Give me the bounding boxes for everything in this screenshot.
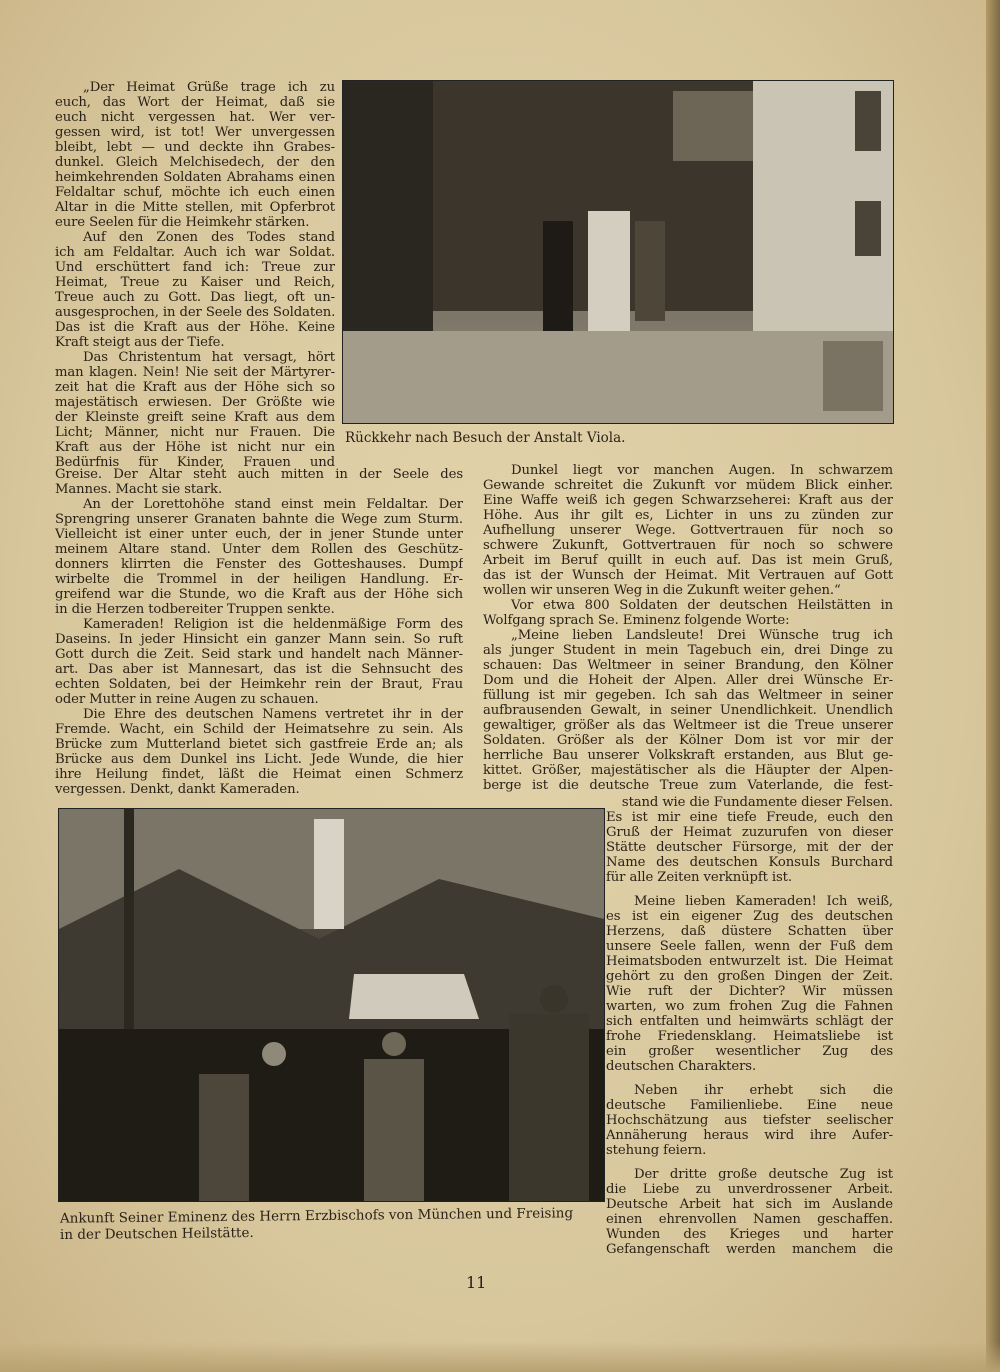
text-column-right-wide — [483, 463, 893, 793]
text-line: zeit hat die Kraft aus der Höhe sich so — [55, 380, 335, 395]
text-line: ich am Feldaltar. Auch ich war Soldat. — [55, 245, 335, 260]
text-line: Mannes. Macht sie stark. — [55, 482, 223, 497]
text-line: das ist der Wunsch der Heimat. Mit Vertrauen auf Gott — [483, 568, 893, 583]
paragraph — [606, 894, 893, 1074]
text-line: majestätisch erwiesen. Der Größte wie — [55, 395, 335, 410]
text-line: Soldaten. Größer als der Kölner Dom ist vor mir der — [483, 733, 893, 748]
text-line: Gewande schreitet die Zukunft vor müdem Blick einher. — [483, 478, 893, 493]
text-line: Vor etwa 800 Soldaten der deutschen Heilstätten in — [511, 598, 893, 613]
text-line: schwere Zukunft, Gottvertrauen für noch so schwere — [483, 538, 893, 553]
text-line: bleibt, lebt — und deckte ihn Grabes- — [55, 140, 335, 155]
text-column-left-wide — [55, 467, 463, 797]
text-line: oder Mutter in reine Augen zu schauen. — [55, 692, 319, 707]
text-line: euch nicht vergessen hat. Wer ver- — [55, 110, 335, 125]
text-line: gewaltiger, größer als das Weltmeer ist die Treue unserer — [483, 718, 893, 733]
bottom-photo-caption-line2: in der Deutschen Heilstätte. — [59, 1224, 254, 1244]
text-line: Bedürfnis für Kinder, Frauen und — [55, 455, 335, 470]
text-line: vergessen. Denkt, dankt Kameraden. — [55, 782, 300, 797]
text-line: dunkel. Gleich Melchisedech, der den — [55, 155, 335, 170]
paragraph — [55, 707, 463, 797]
text-line: sich entfalten und heimwärts schlägt der — [606, 1014, 893, 1029]
text-line: stehung feiern. — [606, 1143, 707, 1158]
text-line: gessen wird, ist tot! Wer unvergessen — [55, 125, 335, 140]
text-line: für alle Zeiten verknüpft ist. — [606, 870, 792, 885]
text-line: Name des deutschen Konsuls Burchard — [606, 855, 893, 870]
photo-arrival-archbishop — [58, 808, 605, 1202]
text-line: frohe Friedensklang. Heimatsliebe ist — [606, 1029, 893, 1044]
text-line: ihre Heilung findet, läßt die Heimat einen Schmerz — [55, 767, 463, 782]
text-line: Altar in die Mitte stellen, mit Opferbrot — [55, 200, 335, 215]
paragraph — [606, 795, 893, 885]
paragraph — [55, 497, 463, 617]
text-column-right-narrow — [606, 795, 893, 1257]
paragraph — [606, 1167, 893, 1257]
text-line: Greise. Der Altar steht auch mitten in der Seele des — [55, 467, 463, 482]
top-photo-caption: Rückkehr nach Besuch der Anstalt Viola. — [345, 430, 626, 446]
text-line: „Meine lieben Landsleute! Drei Wünsche trug ich — [511, 628, 893, 643]
text-line: Herzens, daß düstere Schatten über — [606, 924, 893, 939]
text-line: schauen: Das Weltmeer in seiner Brandung, den Kölner — [483, 658, 893, 673]
text-line: wollen wir unseren Weg in die Zukunft weiter gehen.“ — [483, 583, 841, 598]
text-line: Eine Waffe weiß ich gegen Schwarzseherei: Kraft aus der — [483, 493, 893, 508]
text-line: ein großer wesentlicher Zug des — [606, 1044, 893, 1059]
text-line: donners klirrten die Fenster des Gotteshauses. Dumpf — [55, 557, 463, 572]
text-line: Dom und die Hoheit der Alpen. Aller drei Wünsche Er- — [483, 673, 893, 688]
text-line: man klagen. Nein! Nie seit der Märtyrer- — [55, 365, 335, 380]
text-line: Das ist die Kraft aus der Höhe. Keine — [55, 320, 335, 335]
text-line: gehört zu den großen Dingen der Zeit. — [606, 969, 893, 984]
text-line: unsere Seele fallen, wenn der Fuß dem — [606, 939, 893, 954]
page-number: 11 — [466, 1273, 487, 1292]
text-line: Gefangenschaft werden manchem die — [606, 1242, 893, 1257]
paragraph — [55, 80, 335, 230]
text-line: warten, wo zum frohen Zug die Fahnen — [606, 999, 893, 1014]
text-line: Und erschüttert fand ich: Treue zur — [55, 260, 335, 275]
paragraph — [483, 598, 893, 628]
text-line: „Der Heimat Grüße trage ich zu — [83, 80, 335, 95]
text-line: Meine lieben Kameraden! Ich weiß, — [634, 894, 893, 909]
text-line: meinem Altare stand. Unter dem Rollen des Geschütz- — [55, 542, 463, 557]
bottom-photo-caption-line1: Ankunft Seiner Eminenz des Herrn Erzbischofs von München und Freising — [59, 1205, 574, 1227]
text-line: aufbrausenden Gewalt, in seiner Unendlichkeit. Unendlich — [483, 703, 893, 718]
text-line: deutsche Familienliebe. Eine neue — [606, 1098, 893, 1113]
text-line: es ist ein eigener Zug des deutschen — [606, 909, 893, 924]
text-line: Feldaltar schuf, möchte ich euch einen — [55, 185, 335, 200]
text-line: Wolfgang sprach Se. Eminenz folgende Worte: — [483, 613, 790, 628]
text-line: Heimat, Treue zu Kaiser und Reich, — [55, 275, 335, 290]
text-line: füllung ist mir gegeben. Ich sah das Weltmeer in seiner — [483, 688, 893, 703]
text-line: Kameraden! Religion ist die heldenmäßige Form des — [83, 617, 463, 632]
text-line: euch, das Wort der Heimat, daß sie — [55, 95, 335, 110]
text-line: Die Ehre des deutschen Namens vertretet ihr in der — [83, 707, 463, 722]
paragraph — [55, 617, 463, 707]
text-line: ausgesprochen, in der Seele des Soldaten. — [55, 305, 335, 320]
text-line: An der Lorettohöhe stand einst mein Feldaltar. Der — [83, 497, 463, 512]
text-line: wirbelte die Trommel in der heiligen Handlung. Er- — [55, 572, 463, 587]
text-line: greifend war die Stunde, wo die Kraft aus der Höhe sich — [55, 587, 463, 602]
text-line: Treue auch zu Gott. Das liegt, oft un- — [55, 290, 335, 305]
page-shadow — [0, 1342, 1000, 1372]
text-line: echten Soldaten, bei der Heimkehr rein der Braut, Frau — [55, 677, 463, 692]
paragraph — [55, 230, 335, 350]
text-line: Licht; Männer, nicht nur Frauen. Die — [55, 425, 335, 440]
text-line: Der dritte große deutsche Zug ist — [634, 1167, 893, 1182]
paragraph — [55, 467, 463, 497]
text-line: heimkehrenden Soldaten Abrahams einen — [55, 170, 335, 185]
text-line: Heimatsboden entwurzelt ist. Die Heimat — [606, 954, 893, 969]
text-line: Kraft aus der Höhe ist nicht nur ein — [55, 440, 335, 455]
text-line: Aufhellung unserer Wege. Gottvertrauen für noch so — [483, 523, 893, 538]
paragraph — [606, 1083, 893, 1158]
text-line: eure Seelen für die Heimkehr stärken. — [55, 215, 310, 230]
text-column-left-narrow — [55, 80, 335, 470]
text-line: einen ehrenvollen Namen geschaffen. — [606, 1212, 893, 1227]
text-line: Stätte deutscher Fürsorge, mit der der — [606, 840, 893, 855]
text-line: die Liebe zu unverdrossener Arbeit. — [606, 1182, 893, 1197]
text-line: Auf den Zonen des Todes stand — [83, 230, 335, 245]
text-line: stand wie die Fundamente dieser Felsen. — [621, 795, 893, 810]
text-line: herrliche Bau unserer Volkskraft erstanden, aus Blut ge- — [483, 748, 893, 763]
text-line: Wunden des Krieges und harter — [606, 1227, 893, 1242]
text-line: Vielleicht ist einer unter euch, der in jener Stunde unter — [55, 527, 463, 542]
text-line: Das Christentum hat versagt, hört — [83, 350, 335, 365]
text-line: Brücke aus dem Dunkel ins Licht. Jede Wunde, die hier — [55, 752, 463, 767]
paragraph — [483, 628, 893, 793]
paragraph — [55, 350, 335, 470]
text-line: Brücke zum Mutterland bietet sich gastfreie Erde an; als — [55, 737, 463, 752]
paragraph — [483, 463, 893, 598]
text-line: Wie ruft der Dichter? Wir müssen — [606, 984, 893, 999]
text-line: der Kleinste greift seine Kraft aus dem — [55, 410, 335, 425]
text-line: Gruß der Heimat zuzurufen von dieser — [606, 825, 893, 840]
text-line: in die Herzen todbereiter Truppen senkte. — [55, 602, 335, 617]
text-line: Sprengring unserer Granaten bahnte die Wege zum Sturm. — [55, 512, 463, 527]
text-line: Höhe. Aus ihr gilt es, Lichter in uns zu zünden zur — [483, 508, 893, 523]
text-line: Deutsche Arbeit hat sich im Auslande — [606, 1197, 893, 1212]
text-line: Gott durch die Zeit. Seid stark und handelt nach Männer- — [55, 647, 463, 662]
text-line: art. Das aber ist Mannesart, das ist die Sehnsucht des — [55, 662, 463, 677]
text-line: Neben ihr erhebt sich die — [634, 1083, 893, 1098]
text-line: Arbeit im Beruf quillt in euch auf. Das ist mein Gruß, — [483, 553, 893, 568]
text-line: Fremde. Wacht, ein Schild der Heimatsehre zu sein. Als — [55, 722, 463, 737]
text-line: Daseins. In jeder Hinsicht ein ganzer Mann sein. So ruft — [55, 632, 463, 647]
text-line: Annäherung heraus wird ihre Aufer- — [606, 1128, 893, 1143]
photo-return-from-visit — [342, 80, 894, 424]
text-line: deutschen Charakters. — [606, 1059, 757, 1074]
text-line: Hochschätzung aus tiefster seelischer — [606, 1113, 893, 1128]
text-line: als junger Student in mein Tagebuch ein, drei Dinge zu — [483, 643, 893, 658]
text-line: kittet. Größer, majestätischer als die Häupter der Alpen- — [483, 763, 893, 778]
text-line: Dunkel liegt vor manchen Augen. In schwarzem — [511, 463, 893, 478]
text-line: berge ist die deutsche Treue zum Vaterlande, die fest- — [483, 778, 893, 793]
text-line: Kraft steigt aus der Tiefe. — [55, 335, 225, 350]
page-edge — [986, 0, 1000, 1372]
text-line: Es ist mir eine tiefe Freude, euch den — [606, 810, 893, 825]
